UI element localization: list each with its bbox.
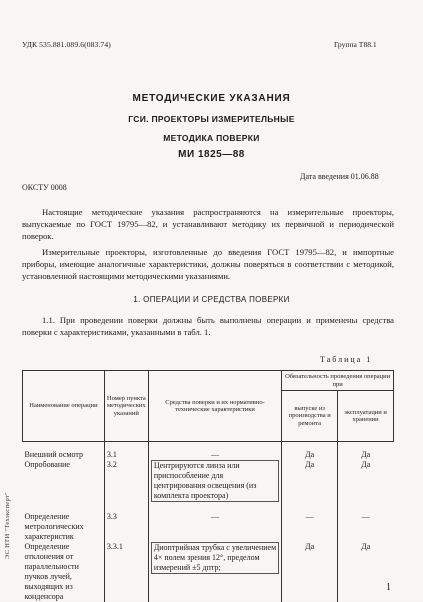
paragraph-1-1: 1.1. При проведении поверки должны быть выполнены операции и применены средства поверки с характеристиками, указанными в табл. 1. (22, 315, 394, 337)
page-number: 1 (386, 582, 391, 593)
table-row (23, 502, 394, 542)
document-subject-title: ГСИ. ПРОЕКТОРЫ ИЗМЕРИТЕЛЬНЫЕ (128, 114, 295, 124)
paragraph-scope: Настоящие методические указания распространяются на измерительные проекторы, выпускаемые по ГОСТ 19795—82, и устанавливают методику их первичной и периодической поверок. (22, 207, 394, 241)
group-code: Группа Т88.1 (334, 40, 377, 49)
header-operation: Наименование операции (23, 371, 105, 442)
verification-table (22, 370, 394, 602)
document-type-title: МЕТОДИЧЕСКИЕ УКАЗАНИЯ (132, 93, 291, 104)
header-mandatory: Обязательность проведения операции при (282, 371, 394, 391)
cell-clause: 3.1 (104, 442, 148, 461)
cell-clause: 3.3 (104, 502, 148, 542)
section-title: 1. ОПЕРАЦИИ И СРЕДСТВА ПОВЕРКИ (133, 295, 290, 304)
cell-means (148, 460, 281, 502)
cell-means: — (148, 502, 281, 542)
means-text-box: Центрируются линза или приспособление для центрирования освещения (из комплекта проектора) (151, 460, 279, 502)
header-clause: Номер пункта методических указаний (104, 371, 148, 442)
cell-clause: 3.2 (104, 460, 148, 502)
cell-release: Да (282, 442, 338, 461)
cell-use: — (338, 502, 394, 542)
cell-clause: 3.3.1 (104, 542, 148, 602)
header-operation-use: эксплуатации и хранении (338, 391, 394, 442)
cell-means (148, 542, 281, 602)
cell-operation: Определение метрологических характеристик (24, 512, 84, 541)
cell-release: — (282, 502, 338, 542)
introduction-date: Дата введения 01.06.88 (300, 172, 379, 181)
header-release: выпуске из производства и ремонта (282, 391, 338, 442)
cell-means: — (148, 442, 281, 461)
publisher-side-text: ЭС НТИ "Техэксперт" (4, 492, 11, 559)
cell-operation: Внешний осмотр (24, 450, 83, 459)
paragraph-legacy-devices: Измерительные проекторы, изготовленные до введения ГОСТ 19795—82, и импортные приборы, имеющие аналогичные характеристики, должны поверяться в соответствии с методикой, установленной настоящими методическими указаниями. (22, 247, 394, 281)
table-row (23, 442, 394, 461)
header-means: Средства поверки и их нормативно-технические характеристики (148, 371, 281, 442)
cell-use: Да (338, 442, 394, 461)
cell-use: Да (338, 542, 394, 602)
means-text-box: Диоптрийная трубка с увеличением 4× полем зрения 12°, пределом измерений ±5 дптр; (151, 542, 279, 574)
table-label: Таблица 1 (320, 355, 373, 364)
table-row (23, 542, 394, 602)
cell-operation: Определение отклонения от параллельности пучков лучей, выходящих из конденсора (24, 542, 79, 601)
document-method-title: МЕТОДИКА ПОВЕРКИ (163, 133, 260, 143)
cell-release: Да (282, 542, 338, 602)
udc-code: УДК 535.881.089.6(083.74) (22, 40, 111, 49)
table-row (23, 460, 394, 502)
cell-use: Да (338, 460, 394, 502)
cell-operation: Опробование (24, 460, 70, 469)
document-code: МИ 1825—88 (178, 149, 245, 160)
cell-release: Да (282, 460, 338, 502)
okstu-code: ОКСТУ 0008 (22, 183, 67, 192)
